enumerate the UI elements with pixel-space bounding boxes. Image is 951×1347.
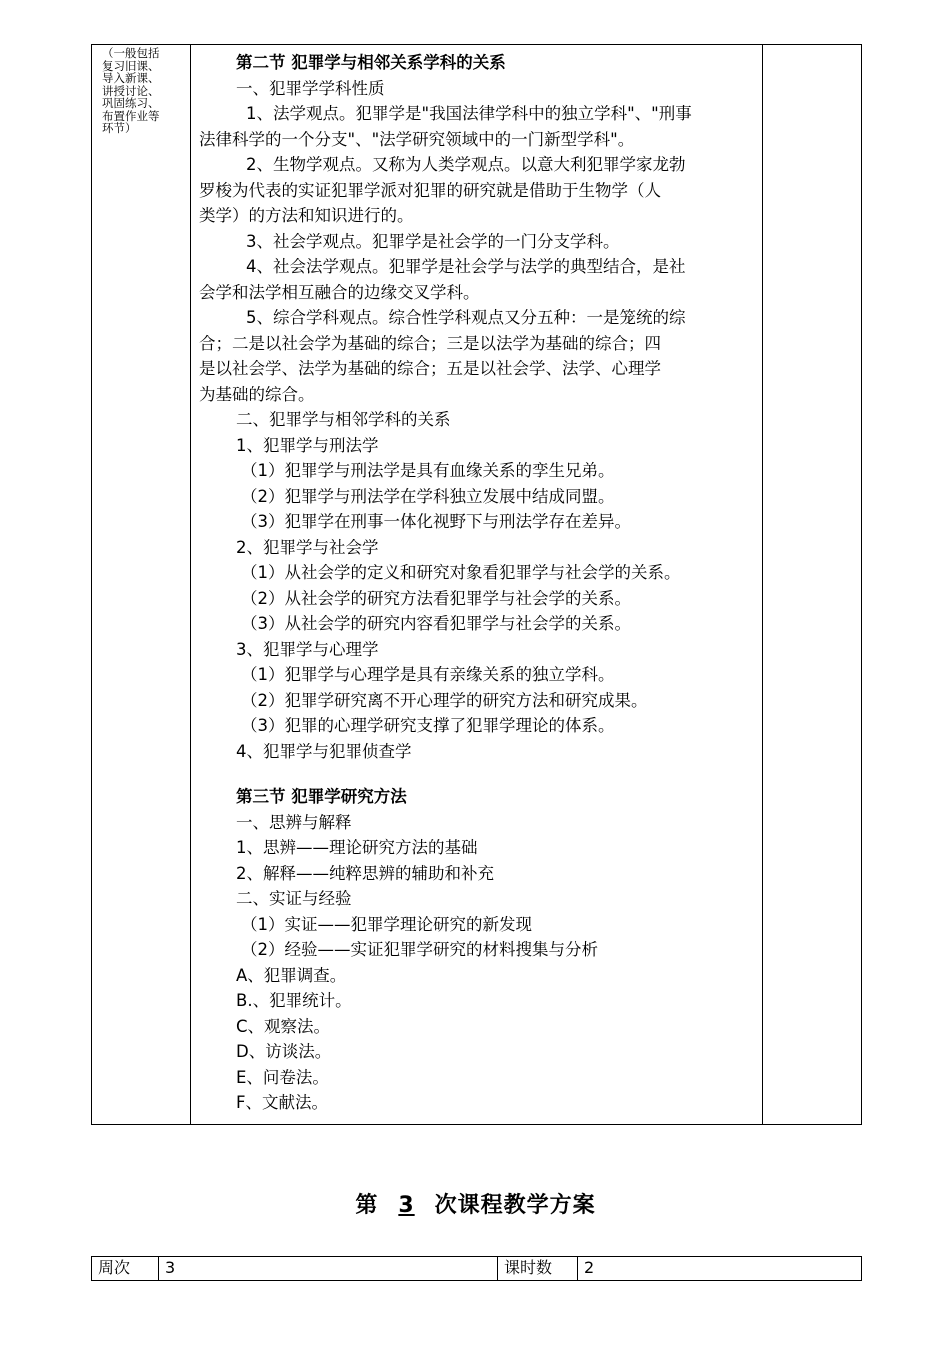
method-item: F、文献法。 — [236, 1093, 328, 1112]
paragraph-line: 1、法学观点。犯罪学是"我国法律学科中的独立学科"、"刑事 — [246, 104, 692, 123]
list-item: （3）犯罪学在刑事一体化视野下与刑法学存在差异。 — [241, 512, 631, 531]
section-heading: 二、犯罪学与相邻学科的关系 — [236, 410, 451, 429]
list-item: （2）经验——实证犯罪学研究的材料搜集与分析 — [241, 940, 598, 959]
lesson-plan-heading — [0, 1188, 951, 1219]
subsection-heading: 1、思辨——理论研究方法的基础 — [236, 838, 478, 857]
section-2-title: 第二节 犯罪学与相邻关系学科的关系 — [236, 53, 506, 72]
paragraph-line: 罗梭为代表的实证犯罪学派对犯罪的研究就是借助于生物学（人 — [199, 180, 661, 200]
list-item: （1）从社会学的定义和研究对象看犯罪学与社会学的关系。 — [241, 563, 681, 582]
section-heading: 二、实证与经验 — [236, 889, 352, 908]
note-line: 巩固练习、 — [102, 96, 160, 110]
method-item: C、观察法。 — [236, 1016, 331, 1036]
list-item: （1）实证——犯罪学理论研究的新发现 — [241, 914, 532, 934]
paragraph-line: 法律科学的一个分支"、"法学研究领域中的一门新型学科"。 — [199, 129, 635, 149]
subsection-heading: 2、犯罪学与社会学 — [236, 537, 379, 557]
week-label: 周次 — [92, 1257, 159, 1280]
lesson-info-table — [91, 1256, 862, 1281]
method-item: D、访谈法。 — [236, 1042, 332, 1061]
note-line: 复习旧课、 — [102, 58, 160, 73]
heading-suffix: 次课程教学方案 — [434, 1193, 596, 1218]
subsection-heading: 4、犯罪学与犯罪侦查学 — [236, 741, 412, 761]
list-item: （1）犯罪学与心理学是具有亲缘关系的独立学科。 — [241, 665, 615, 684]
subsection-heading: 1、犯罪学与刑法学 — [236, 435, 379, 455]
section-heading: 一、思辨与解释 — [236, 812, 352, 832]
note-line: （一般包括 — [102, 46, 160, 60]
paragraph-line: 5、综合学科观点。综合性学科观点又分五种：一是笼统的综 — [246, 308, 686, 327]
section-heading: 一、犯罪学学科性质 — [236, 78, 385, 98]
section-3-title: 第三节 犯罪学研究方法 — [236, 787, 407, 806]
list-item: （2）犯罪学研究离不开心理学的研究方法和研究成果。 — [241, 690, 648, 710]
remarks-cell — [763, 45, 861, 1124]
list-item: （2）从社会学的研究方法看犯罪学与社会学的关系。 — [241, 588, 631, 608]
hours-value: 2 — [584, 1258, 595, 1277]
note-line: 导入新课、 — [102, 71, 160, 85]
subsection-heading: 3、犯罪学与心理学 — [236, 639, 379, 659]
list-item: （1）犯罪学与刑法学是具有血缘关系的孪生兄弟。 — [241, 461, 615, 480]
week-value: 3 — [159, 1257, 498, 1280]
list-item: （3）犯罪的心理学研究支撑了犯罪学理论的体系。 — [241, 716, 615, 735]
lesson-content-table — [91, 44, 862, 1125]
paragraph-line: 3、社会学观点。犯罪学是社会学的一门分支学科。 — [246, 231, 620, 251]
note-line: 布置作业等 — [102, 108, 160, 123]
note-line: 环节） — [102, 121, 137, 135]
teaching-steps-note-cell — [92, 45, 191, 1124]
method-item: E、问卷法。 — [236, 1067, 329, 1087]
paragraph-line: 会学和法学相互融合的边缘交叉学科。 — [199, 282, 480, 302]
paragraph-line: 类学）的方法和知识进行的。 — [199, 206, 414, 225]
hours-label: 课时数 — [498, 1257, 578, 1280]
method-item: A、犯罪调查。 — [236, 965, 347, 985]
paragraph-line: 合；二是以社会学为基础的综合；三是以法学为基础的综合；四 — [199, 333, 661, 353]
list-item: （2）犯罪学与刑法学在学科独立发展中结成同盟。 — [241, 486, 615, 506]
paragraph-line: 是以社会学、法学为基础的综合；五是以社会学、法学、心理学 — [199, 359, 661, 378]
paragraph-line: 4、社会法学观点。犯罪学是社会学与法学的典型结合，是社 — [246, 257, 686, 276]
method-item: B.、犯罪统计。 — [236, 991, 352, 1010]
teaching-content-cell — [191, 45, 763, 1124]
paragraph-line: 2、生物学观点。又称为人类学观点。以意大利犯罪学家龙勃 — [246, 155, 686, 174]
paragraph-line: 为基础的综合。 — [199, 384, 315, 404]
spacer — [199, 764, 756, 784]
subsection-heading: 2、解释——纯粹思辨的辅助和补充 — [236, 863, 494, 883]
note-line: 讲授讨论、 — [102, 83, 160, 98]
heading-prefix: 第 — [355, 1193, 379, 1218]
list-item: （3）从社会学的研究内容看犯罪学与社会学的关系。 — [241, 614, 631, 633]
lesson-number: 3 — [398, 1193, 415, 1218]
